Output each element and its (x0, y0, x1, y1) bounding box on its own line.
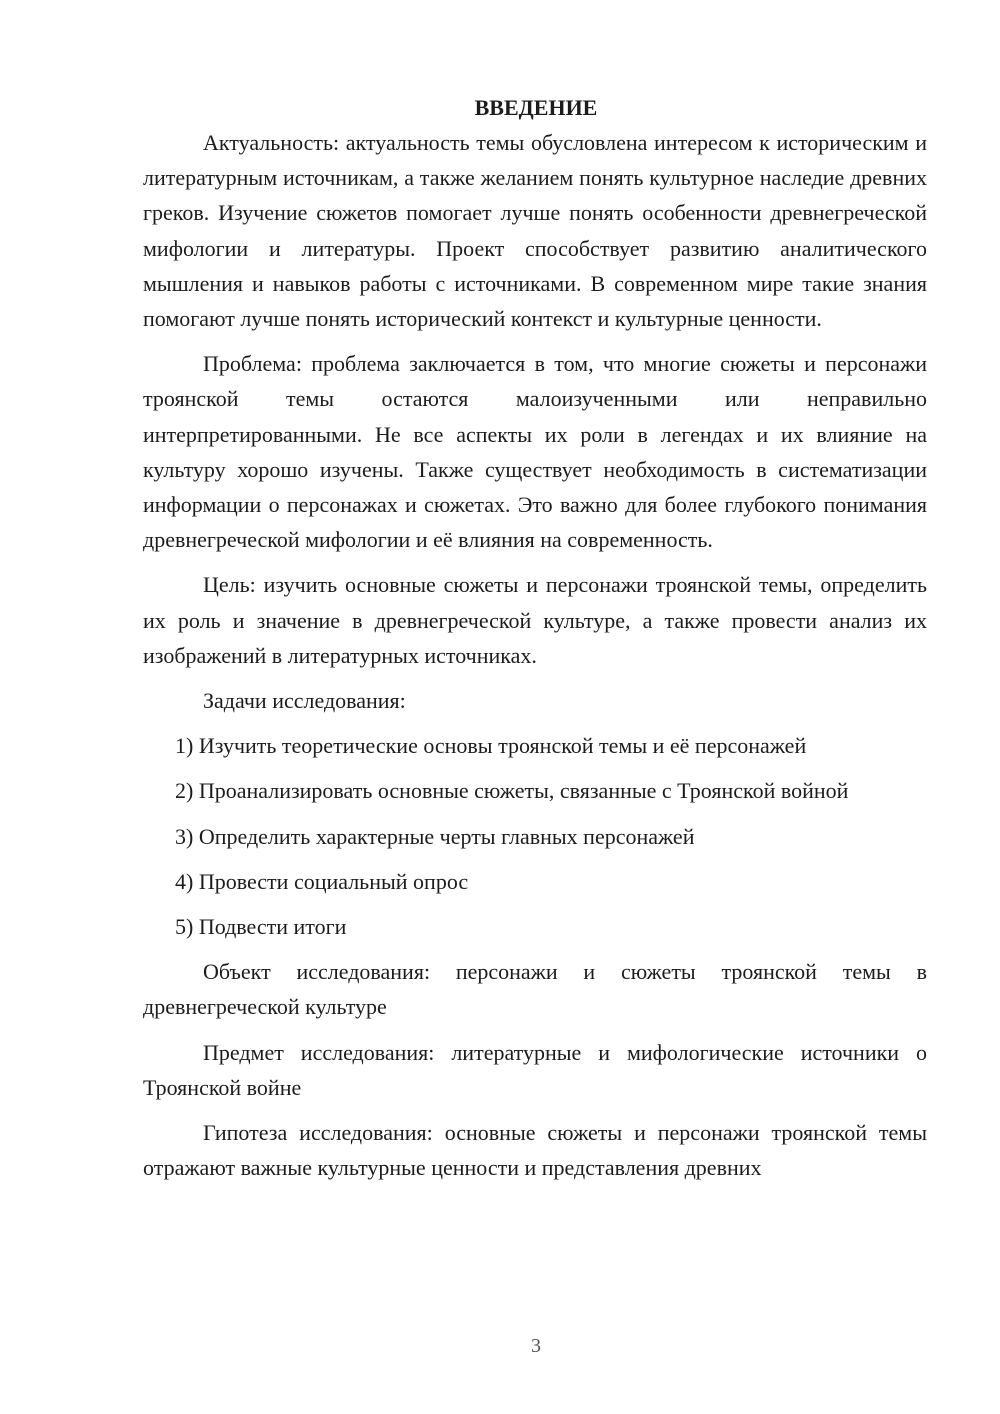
paragraph-goal: Цель: изучить основные сюжеты и персонажи троянской темы, определить их роль и значение в древнегреческой культуре, а также провести анализ их изображений в литературных источниках. (143, 572, 927, 668)
task-item: 4) Провести социальный опрос (175, 868, 469, 894)
paragraph-object: Объект исследования: персонажи и сюжеты троянской темы в древнегреческой культуре (143, 959, 927, 1020)
paragraph-hypothesis: Гипотеза исследования: основные сюжеты и персонажи троянской темы отражают важные культурные ценности и представления древних (143, 1120, 927, 1181)
task-item: 5) Подвести итоги (175, 914, 347, 940)
section-heading: ВВЕДЕНИЕ (474, 95, 598, 120)
paragraph-tasks-intro: Задачи исследования: (203, 688, 406, 714)
page-content (143, 90, 927, 1195)
paragraph-subject: Предмет исследования: литературные и мифологические источники о Троянской войне (143, 1039, 927, 1100)
paragraph-problem: Проблема: проблема заключается в том, что многие сюжеты и персонажи троянской темы остаются малоизученными или неправильно интерпретированными. Не все аспекты их роли в легендах и их влияние на культуру хорошо изучены. Также существует необходимость в систематизации информации о персонажах и сюжетах. Это важно для более глубокого понимания древнегреческой мифологии и её влияния на современность. (143, 351, 927, 553)
task-item: 2) Проанализировать основные сюжеты, связанные с Троянской войной (175, 778, 849, 804)
paragraph-relevance: Актуальность: актуальность темы обусловлена интересом к историческим и литературным источникам, а также желанием понять культурное наследие древних греков. Изучение сюжетов помогает лучше понять особенности древнегреческой мифологии и литературы. Проект способствует развитию аналитического мышления и навыков работы с источниками. В современном мире такие знания помогают лучше понять исторический контекст и культурные ценности. (143, 130, 927, 332)
page-number: 3 (531, 1335, 541, 1357)
task-item: 3) Определить характерные черты главных персонажей (175, 823, 695, 849)
task-item: 1) Изучить теоретические основы троянской темы и её персонажей (175, 733, 807, 759)
